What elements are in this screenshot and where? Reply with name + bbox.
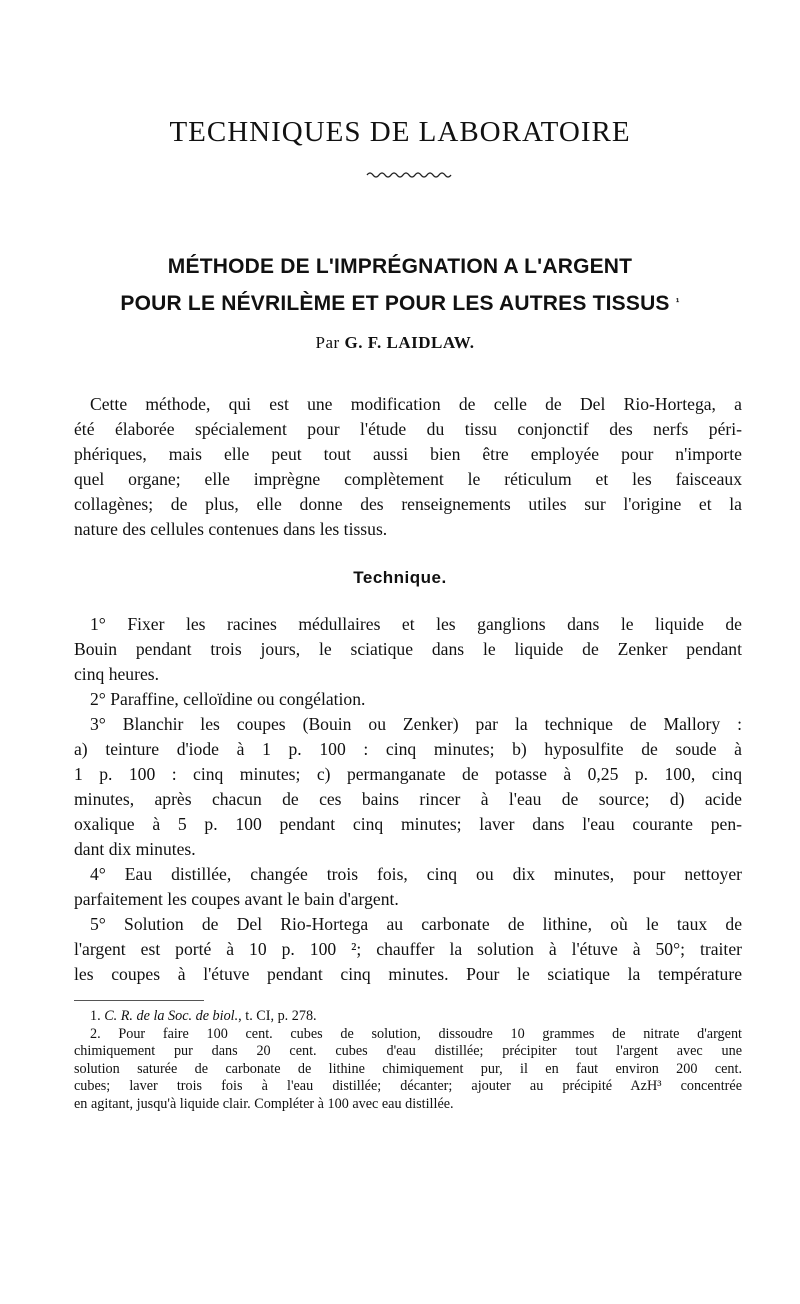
step-line: oxalique à 5 p. 100 pendant cinq minutes; laver dans l'eau courante pen- <box>74 814 742 834</box>
title-line-2-wrap <box>0 285 800 322</box>
intro-line: Cette méthode, qui est une modification de celle de Del Rio-Hortega, a <box>90 394 742 414</box>
step-line: 3° Blanchir les coupes (Bouin ou Zenker) par la technique de Mallory : <box>90 714 742 734</box>
intro-line: été élaborée spécialement pour l'étude du tissu conjonctif des nerfs péri- <box>74 419 742 439</box>
footnote-2-line: chimiquement pur dans 20 cent. cubes d'eau distillée; précipiter tout l'argent avec une <box>74 1043 742 1059</box>
step-line: l'argent est porté à 10 p. 100 ²; chauffer la solution à l'étuve à 50°; traiter <box>74 939 742 959</box>
footnote-1 <box>74 1008 742 1026</box>
intro-line: nature des cellules contenues dans les tissus. <box>74 519 388 539</box>
step-line: 1° Fixer les racines médullaires et les ganglions dans le liquide de <box>90 614 742 634</box>
section-heading: Technique. <box>353 568 447 587</box>
title-line-1: MÉTHODE DE L'IMPRÉGNATION A L'ARGENT <box>167 255 633 278</box>
step-line: minutes, après chacun de ces bains rincer à l'eau de source; d) acide <box>74 789 742 809</box>
footnote-rule <box>74 1000 204 1001</box>
step-line: 2° Paraffine, celloïdine ou congélation. <box>90 689 366 709</box>
intro-line: quel organe; elle imprègne complètement le réticulum et les faisceaux <box>74 469 742 489</box>
step-line: 5° Solution de Del Rio-Hortega au carbonate de lithine, où le taux de <box>90 914 742 934</box>
footnote-2-line: en agitant, jusqu'à liquide clair. Compléter à 100 avec eau distillée. <box>74 1095 454 1112</box>
footnote-1-number: 1. <box>90 1008 101 1024</box>
title-footnote-mark: ¹ <box>675 297 680 309</box>
title-line-2: POUR LE NÉVRILÈME ET POUR LES AUTRES TISSUS <box>120 292 670 315</box>
running-head: TECHNIQUES DE LABORATOIRE <box>169 116 631 148</box>
footnote-2-line: solution saturée de carbonate de lithine chimiquement pur, il en faut environ 200 cent. <box>74 1060 742 1077</box>
byline-prefix: Par <box>315 333 340 352</box>
footnote-2-line: cubes; laver trois fois à l'eau distillée; décanter; ajouter au précipité AzH³ concentrée <box>74 1078 742 1094</box>
footnotes <box>74 1008 742 1113</box>
step-line: cinq heures. <box>74 664 160 684</box>
footnote-1-source: C. R. de la Soc. de biol. <box>104 1008 239 1024</box>
step-line: les coupes à l'étuve pendant cinq minutes. Pour le sciatique la température <box>74 964 742 984</box>
article-title <box>0 248 800 322</box>
technique-steps <box>74 612 742 987</box>
step-line: Bouin pendant trois jours, le sciatique dans le liquide de Zenker pendant <box>74 639 742 659</box>
byline <box>0 333 790 353</box>
intro-line: phériques, mais elle peut tout aussi bien être employée pour n'importe <box>74 444 742 464</box>
step-line: parfaitement les coupes avant le bain d'argent. <box>74 889 399 909</box>
footnote-2-line: 2. Pour faire 100 cent. cubes de solution, dissoudre 10 grammes de nitrate d'argent <box>90 1025 742 1042</box>
byline-author: G. F. LAIDLAW. <box>344 333 475 352</box>
intro-paragraph <box>74 392 742 542</box>
step-line: 1 p. 100 : cinq minutes; c) permanganate de potasse à 0,25 p. 100, cinq <box>74 764 742 784</box>
step-line: a) teinture d'iode à 1 p. 100 : cinq minutes; b) hyposulfite de soude à <box>74 739 742 759</box>
wavy-ornament <box>365 168 455 180</box>
step-line: 4° Eau distillée, changée trois fois, cinq ou dix minutes, pour nettoyer <box>90 864 742 884</box>
footnote-1-ref: , t. CI, p. 278. <box>238 1008 317 1024</box>
intro-line: collagènes; de plus, elle donne des renseignements utiles sur l'origine et la <box>74 494 742 514</box>
step-line: dant dix minutes. <box>74 839 196 859</box>
